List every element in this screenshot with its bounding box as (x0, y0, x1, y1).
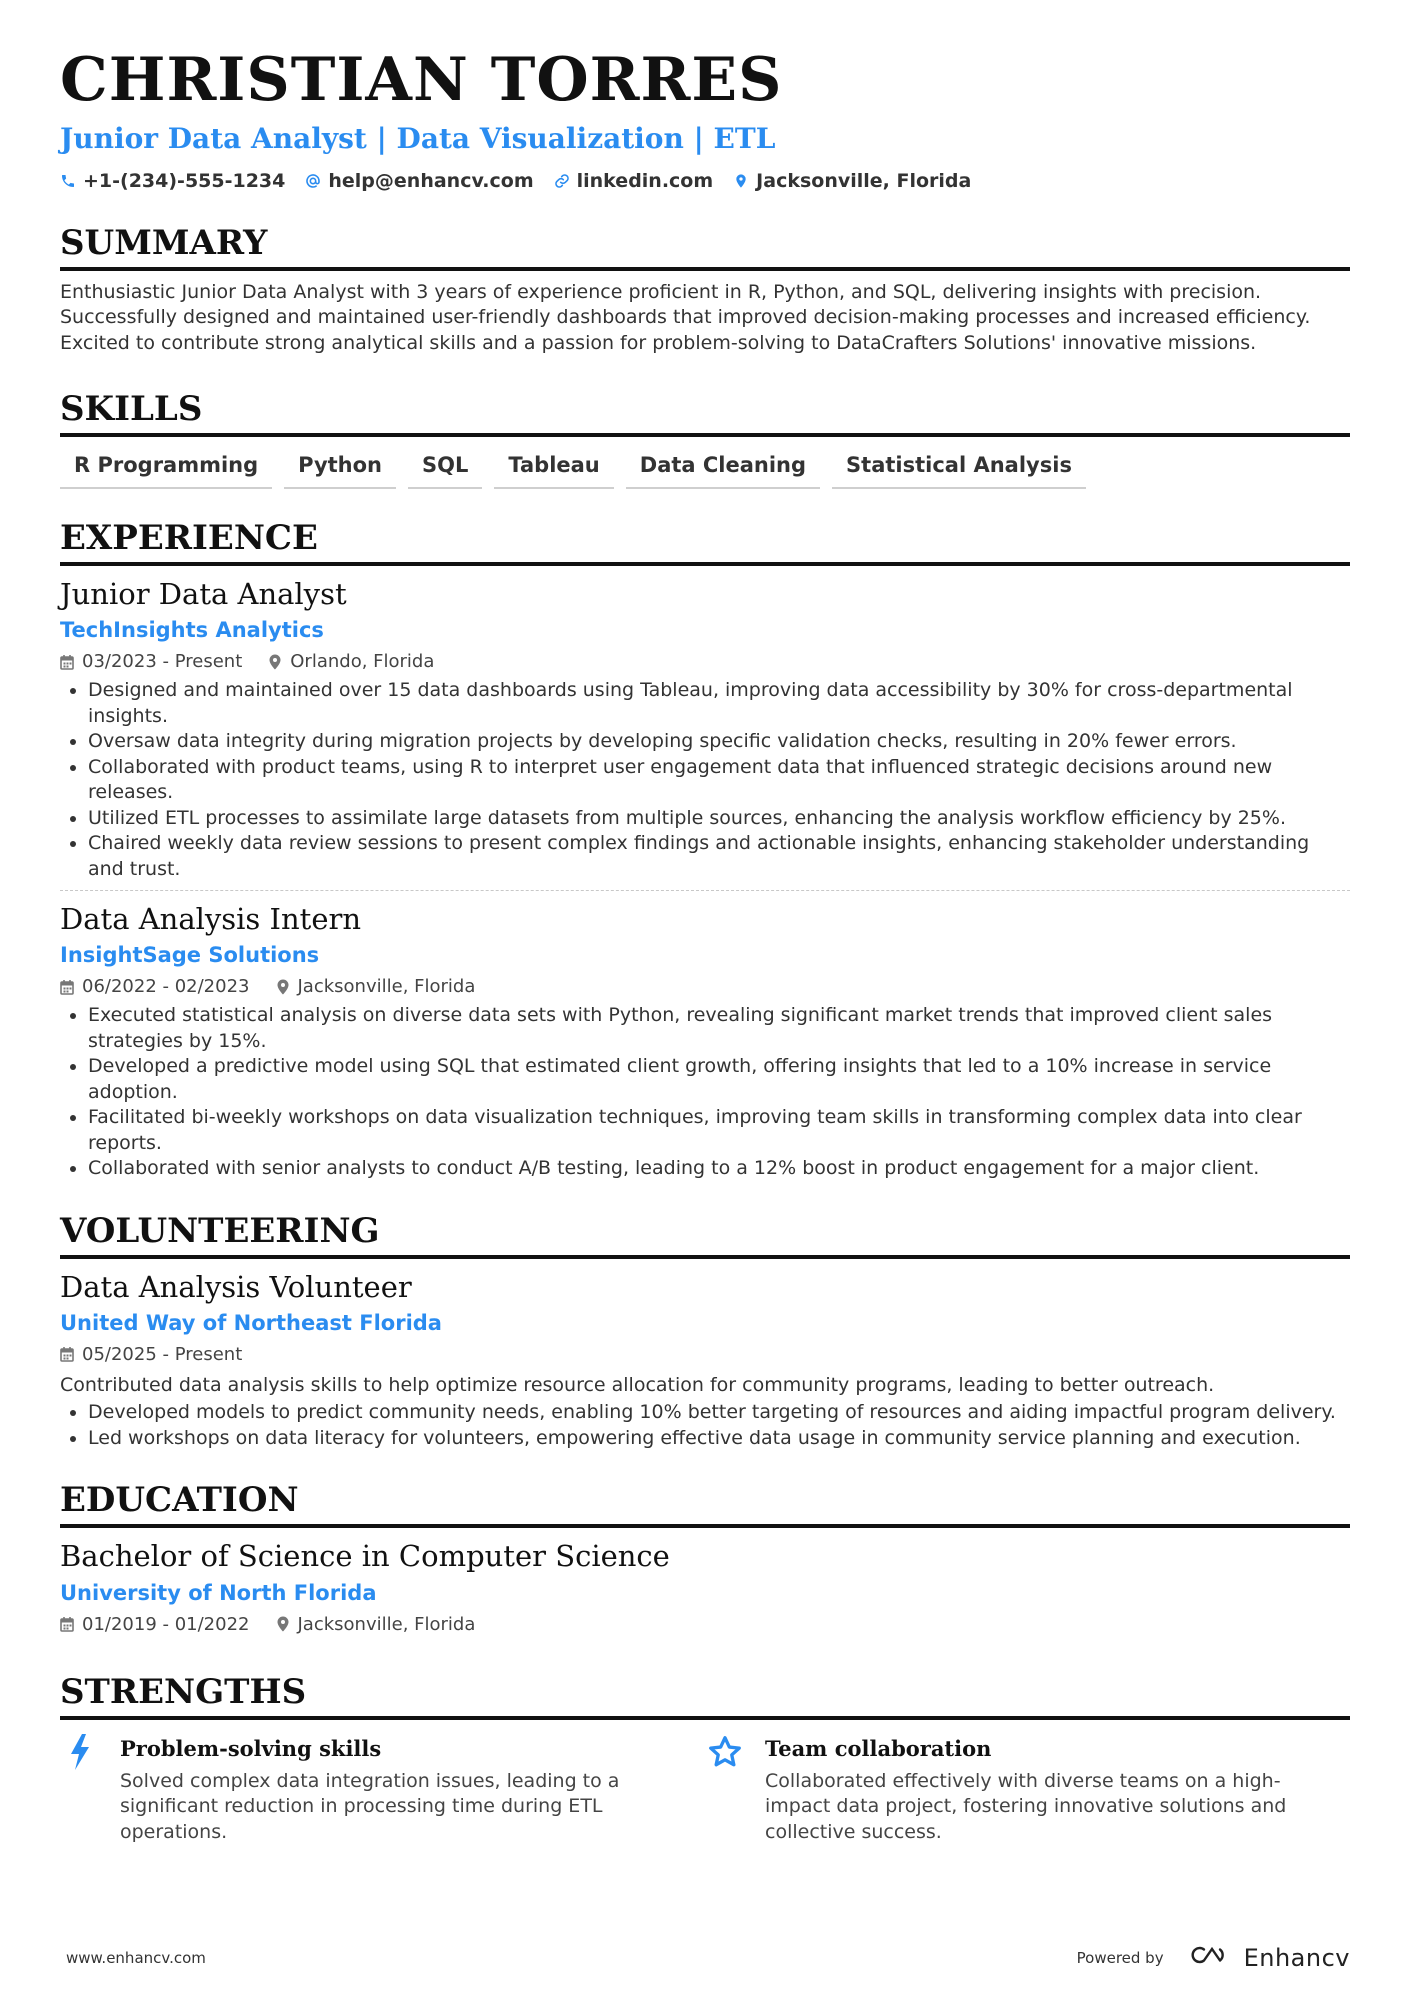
skill-tag: SQL (408, 449, 482, 489)
phone-text: +1-(234)-555-1234 (83, 169, 286, 192)
candidate-title: Junior Data Analyst | Data Visualization | ETL (60, 122, 776, 155)
bullet-item: • Developed a predictive model using SQL that estimated client growth, offering insights that led to a 10% increase in service adoption. (88, 1054, 1350, 1105)
powered-by-text: Powered by (1076, 1949, 1164, 1967)
bullet-item: • Utilized ETL processes to assimilate large datasets from multiple sources, enhancing the analysis workflow efficiency by 25%. (88, 806, 1350, 831)
job-title: Data Analysis Intern (60, 902, 362, 937)
volunteer-role: Data Analysis Volunteer (60, 1269, 412, 1304)
job-location-text: Orlando, Florida (290, 651, 435, 673)
volunteering-section (60, 1212, 1350, 1452)
bullet-item: • Facilitated bi-weekly workshops on data visualization techniques, improving team skills in transforming complex data into clear reports. (88, 1105, 1350, 1156)
education-dates-text: 01/2019 - 01/2022 (82, 1613, 250, 1635)
bullet-item: • Developed models to predict community needs, enabling 10% better targeting of resources and aiding impactful program delivery. (88, 1400, 1350, 1425)
map-pin-icon (733, 173, 749, 189)
bullet-item: • Executed statistical analysis on diverse data sets with Python, revealing significant market trends that improved client sales strategies by 15%. (88, 1003, 1350, 1054)
job-dates-text: 03/2023 - Present (82, 651, 243, 673)
strength-content (765, 1732, 1305, 1845)
map-pin-icon (276, 979, 290, 995)
bullet-item: • Chaired weekly data review sessions to present complex findings and actionable insights, enhancing stakeholder understanding and trust. (88, 831, 1350, 882)
brand-name: Enhancv (1243, 1944, 1350, 1972)
job-location (268, 651, 434, 672)
bullet-item: • Oversaw data integrity during migration projects by developing specific validation checks, resulting in 20% fewer errors. (88, 729, 1350, 754)
phone-icon (60, 173, 76, 189)
enhancv-logo[interactable] (1190, 1944, 1350, 1972)
volunteer-org: United Way of Northeast Florida (60, 1310, 442, 1335)
degree-title: Bachelor of Science in Computer Science (60, 1539, 670, 1574)
contact-bar (60, 170, 1350, 192)
experience-entry (60, 576, 1350, 882)
job-location-text: Jacksonville, Florida (297, 976, 476, 998)
education-meta (60, 1614, 1350, 1635)
bullet-item: • Collaborated with senior analysts to conduct A/B testing, leading to a 12% boost in product engagement for a major client. (88, 1156, 1350, 1181)
job-meta (60, 976, 1350, 997)
location-text: Jacksonville, Florida (756, 169, 972, 192)
strength-description: Collaborated effectively with diverse teams on a high-impact data project, fostering innovative solutions and collective success. (765, 1769, 1287, 1843)
strengths-heading: STRENGTHS (60, 1673, 1350, 1720)
candidate-name: CHRISTIAN TORRES (60, 45, 783, 115)
skill-tag: R Programming (60, 449, 272, 489)
strength-item (60, 1732, 705, 1845)
strength-title: Problem-solving skills (120, 1735, 382, 1761)
volunteer-dates (60, 1344, 242, 1365)
skills-list (60, 449, 1350, 489)
education-location (276, 1614, 476, 1635)
job-dates (60, 976, 250, 997)
bullet-item: • Collaborated with product teams, using R to interpret user engagement data that influenced strategic decisions around new releases. (88, 755, 1350, 806)
link-icon (554, 173, 570, 189)
skill-tag: Data Cleaning (626, 449, 820, 489)
job-location (276, 976, 476, 997)
skill-tag: Tableau (494, 449, 613, 489)
skills-heading: SKILLS (60, 390, 1350, 437)
summary-text: Enthusiastic Junior Data Analyst with 3 years of experience proficient in R, Python, and SQL, delivering insights with precision. Successfully designed and maintained user-friendly dashboards that improved decision-making processes and increased efficiency. Excited to contribute strong analytical skills and a passion for problem-solving to DataCrafters Solutions' innovative missions. (60, 280, 1311, 354)
summary-heading: SUMMARY (60, 224, 1350, 271)
contact-phone[interactable] (60, 170, 285, 192)
resume-header (60, 45, 1350, 192)
footer-branding (1077, 1944, 1350, 1972)
calendar-icon (60, 654, 74, 670)
job-dates (60, 651, 242, 672)
job-title: Junior Data Analyst (60, 577, 347, 612)
calendar-icon (60, 979, 74, 995)
map-pin-icon (276, 1616, 290, 1632)
star-icon (705, 1732, 745, 1845)
contact-location (733, 170, 971, 192)
job-bullets (60, 1003, 1350, 1181)
school-name: University of North Florida (60, 1580, 377, 1605)
volunteer-meta (60, 1344, 1350, 1365)
enhancv-logo-icon (1190, 1944, 1236, 1972)
entry-divider (60, 890, 1350, 891)
calendar-icon (60, 1616, 74, 1632)
email-text: help@enhancv.com (328, 169, 534, 192)
page-footer (66, 1944, 1350, 1972)
bullet-item: • Designed and maintained over 15 data dashboards using Tableau, improving data accessibility by 30% for cross-departmental insights. (88, 678, 1350, 729)
volunteering-heading: VOLUNTEERING (60, 1212, 1350, 1259)
company-name: TechInsights Analytics (60, 618, 324, 643)
job-dates-text: 06/2022 - 02/2023 (82, 976, 250, 998)
experience-entry (60, 901, 1350, 1181)
job-bullets (60, 678, 1350, 882)
summary-section (60, 224, 1350, 356)
volunteer-description: Contributed data analysis skills to help optimize resource allocation for community programs, leading to better outreach. (60, 1373, 1215, 1396)
contact-linkedin[interactable] (554, 170, 714, 192)
experience-section (60, 519, 1350, 1181)
skill-tag: Python (284, 449, 396, 489)
linkedin-text: linkedin.com (576, 169, 714, 192)
strength-title: Team collaboration (765, 1735, 992, 1761)
education-section (60, 1481, 1350, 1634)
strength-content (120, 1732, 660, 1845)
company-name: InsightSage Solutions (60, 943, 320, 968)
calendar-icon (60, 1346, 74, 1362)
strengths-list (60, 1732, 1350, 1845)
strength-item (705, 1732, 1350, 1845)
skills-section (60, 390, 1350, 489)
at-icon (305, 173, 321, 189)
strength-description: Solved complex data integration issues, leading to a significant reduction in processing time during ETL operations. (120, 1769, 620, 1843)
bullet-item: • Led workshops on data literacy for volunteers, empowering effective data usage in community service planning and execution. (88, 1426, 1350, 1451)
strengths-section (60, 1673, 1350, 1845)
job-meta (60, 651, 1350, 672)
experience-heading: EXPERIENCE (60, 519, 1350, 566)
skill-tag: Statistical Analysis (832, 449, 1086, 489)
education-dates (60, 1614, 250, 1635)
footer-website[interactable]: www.enhancv.com (66, 1949, 206, 1967)
education-heading: EDUCATION (60, 1481, 1350, 1528)
education-location-text: Jacksonville, Florida (297, 1613, 476, 1635)
lightning-icon (60, 1732, 100, 1845)
volunteer-dates-text: 05/2025 - Present (82, 1343, 243, 1365)
contact-email[interactable] (305, 170, 533, 192)
volunteer-bullets (60, 1400, 1350, 1451)
map-pin-icon (268, 654, 282, 670)
